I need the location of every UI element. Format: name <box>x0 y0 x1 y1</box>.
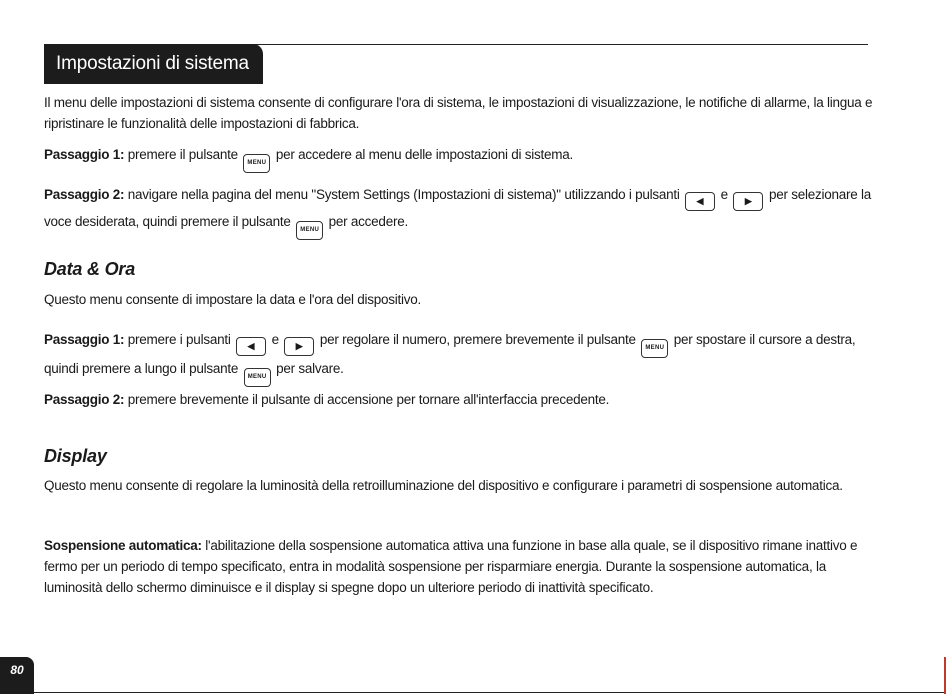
step-2-text-b: e <box>717 187 732 202</box>
step-1-lead: Passaggio 1: <box>44 147 125 162</box>
menu-key-icon: MENU <box>244 368 271 387</box>
data-ora-step-2 <box>44 389 874 410</box>
display-description: Questo menu consente di regolare la luminosità della retroilluminazione del dispositivo e configurare i parametri di sospensione automatica. <box>44 478 843 493</box>
menu-key-icon: MENU <box>641 339 668 358</box>
auto-sleep-paragraph <box>44 535 874 598</box>
data-ora-step-1 <box>44 329 874 387</box>
auto-sleep-text: l'abilitazione della sospensione automatica attiva una funzione in base alla quale, se il dispositivo rimane inattivo e fermo per un periodo di tempo specificato, entra in modalità sospensione per risparmiare energia. Durante la sospensione automatica, la luminosità dello schermo diminuisce e il display si spegne dopo un ulteriore periodo di inattività specificato. <box>44 538 858 595</box>
step-2-paragraph <box>44 184 874 240</box>
data-ora-step-1-text-e: per salvare. <box>272 361 344 376</box>
data-ora-heading: Data & Ora <box>44 259 136 279</box>
page-number: 80 <box>0 657 34 694</box>
display-heading: Display <box>44 446 107 466</box>
step-2-text-d: per accedere. <box>325 214 408 229</box>
data-ora-step-1-text-c: per regolare il numero, premere brevemente il pulsante <box>316 332 640 347</box>
step-1-paragraph <box>44 144 874 173</box>
intro-paragraph: Il menu delle impostazioni di sistema consente di configurare l'ora di sistema, le impostazioni di visualizzazione, le notifiche di allarme, la lingua e ripristinare le funzionalità delle impostazioni di fabbrica. <box>44 95 873 131</box>
section-title: Impostazioni di sistema <box>44 44 263 84</box>
step-1-text-b: per accedere al menu delle impostazioni di sistema. <box>272 147 574 162</box>
data-ora-step-1-text-a: premere i pulsanti <box>124 332 235 347</box>
step-2-text-c: per selezionare la voce desiderata, quindi premere il pulsante <box>44 187 872 229</box>
data-ora-step-2-lead: Passaggio 2: <box>44 392 125 407</box>
data-ora-step-1-text-d: per spostare il cursore a destra, quindi premere a lungo il pulsante <box>44 332 856 376</box>
right-arrow-key-icon: ▶ <box>733 192 763 211</box>
step-1-text-a: premere il pulsante <box>124 147 242 162</box>
left-arrow-key-icon: ◀ <box>236 337 266 356</box>
menu-key-icon: MENU <box>243 154 270 173</box>
left-arrow-key-icon: ◀ <box>685 192 715 211</box>
bottom-rule <box>34 692 946 693</box>
data-ora-description: Questo menu consente di impostare la data e l'ora del dispositivo. <box>44 292 422 307</box>
menu-key-icon: MENU <box>296 221 323 240</box>
data-ora-step-2-text: premere brevemente il pulsante di accensione per tornare all'interfaccia precedente. <box>124 392 610 407</box>
data-ora-step-1-lead: Passaggio 1: <box>44 332 125 347</box>
step-2-lead: Passaggio 2: <box>44 187 125 202</box>
right-arrow-key-icon: ▶ <box>284 337 314 356</box>
auto-sleep-lead: Sospensione automatica: <box>44 538 202 553</box>
step-2-text-a: navigare nella pagina del menu "System Settings (Impostazioni di sistema)" utilizzando i pulsanti <box>124 187 684 202</box>
data-ora-step-1-text-b: e <box>268 332 283 347</box>
